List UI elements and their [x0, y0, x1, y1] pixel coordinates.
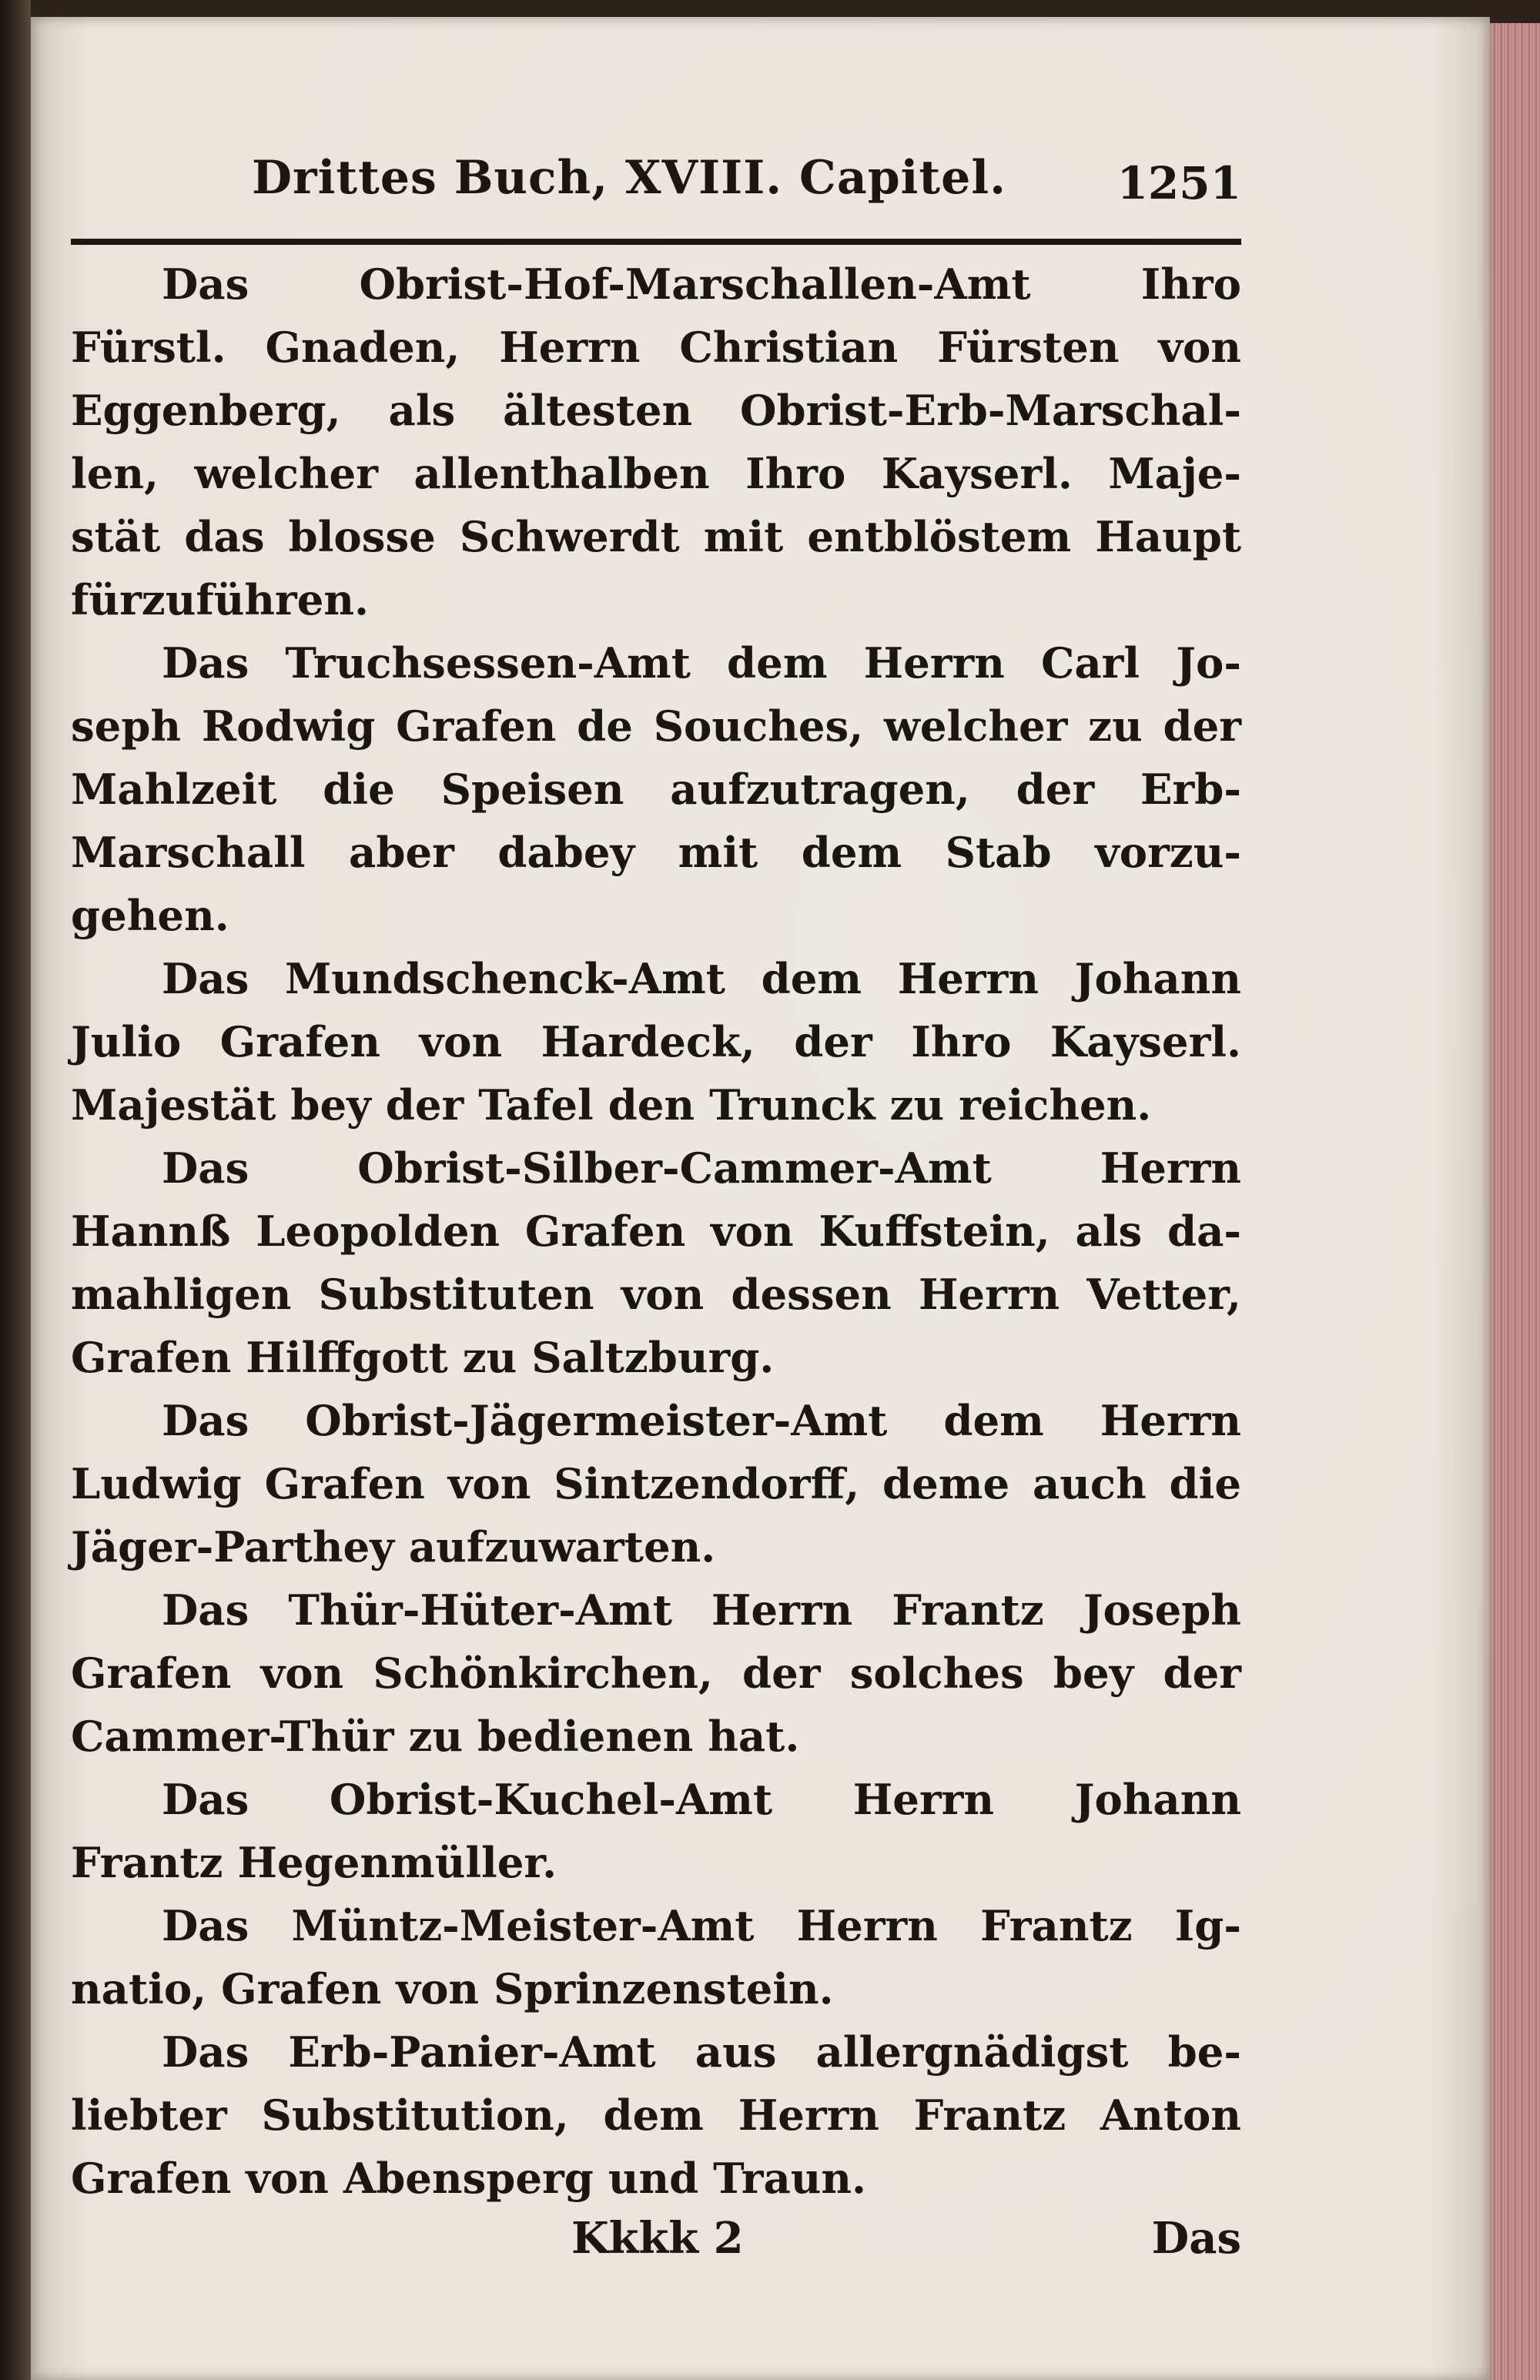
text-line: Das Müntz-Meister-Amt Herrn Frantz Ig- — [162, 1901, 1241, 1950]
text-line: Jäger-Parthey aufzuwarten. — [71, 1522, 716, 1572]
text-line: mahligen Substituten von dessen Herrn Vetter, — [71, 1270, 1241, 1319]
text-line: Frantz Hegenmüller. — [71, 1838, 557, 1887]
text-block — [71, 148, 1241, 2282]
paragraph — [71, 2020, 1241, 2210]
catchword: Das — [1151, 2213, 1241, 2264]
text-line: Grafen Hilffgott zu Saltzburg. — [71, 1333, 775, 1382]
text-line: seph Rodwig Grafen de Souches, welcher zu der — [71, 701, 1241, 751]
text-line: Das Mundschenck-Amt dem Herrn Johann — [162, 954, 1241, 1003]
left-book-board — [0, 0, 31, 2380]
text-line: Mahlzeit die Speisen aufzutragen, der Erb- — [71, 765, 1241, 814]
running-title: Drittes Buch, XVIII. Capitel. — [252, 151, 1007, 205]
text-line: Das Obrist-Jägermeister-Amt dem Herrn — [162, 1396, 1241, 1445]
text-line: Das Obrist-Silber-Cammer-Amt Herrn — [162, 1143, 1241, 1193]
text-line: Das Obrist-Hof-Marschallen-Amt Ihro — [162, 259, 1241, 309]
paragraph — [71, 1136, 1241, 1389]
signature-mark: Kkkk 2 — [571, 2213, 744, 2264]
paragraph — [71, 1578, 1241, 1768]
page-body — [71, 245, 1241, 2210]
paragraph — [71, 947, 1241, 1136]
text-line: Marschall aber dabey mit dem Stab vorzu- — [71, 828, 1241, 877]
page-number: 1251 — [1116, 157, 1241, 209]
text-line: Cammer-Thür zu bedienen hat. — [71, 1712, 800, 1761]
text-line: Hannß Leopolden Grafen von Kuffstein, als da- — [71, 1207, 1241, 1256]
text-line: Julio Grafen von Hardeck, der Ihro Kayserl. — [71, 1017, 1241, 1066]
text-line: Das Truchsessen-Amt dem Herrn Carl Jo- — [162, 638, 1241, 688]
paragraph — [71, 631, 1241, 947]
paragraph — [71, 1768, 1241, 1894]
text-line: Grafen von Abensperg und Traun. — [71, 2154, 867, 2203]
text-line: Das Erb-Panier-Amt aus allergnädigst be- — [162, 2027, 1241, 2077]
text-line: fürzuführen. — [71, 575, 370, 624]
paragraph — [71, 1389, 1241, 1578]
text-line: Das Thür-Hüter-Amt Herrn Frantz Joseph — [162, 1585, 1241, 1635]
text-line: liebter Substitution, dem Herrn Frantz Anton — [71, 2090, 1241, 2140]
text-line: Eggenberg, als ältesten Obrist-Erb-Marschal- — [71, 386, 1241, 435]
page-footer — [71, 2213, 1241, 2282]
text-line: stät das blosse Schwerdt mit entblöstem Haupt — [71, 512, 1241, 561]
text-line: Majestät bey der Tafel den Trunck zu reichen. — [71, 1080, 1152, 1130]
running-header — [71, 148, 1241, 245]
text-line: len, welcher allenthalben Ihro Kayserl. Maje- — [71, 449, 1241, 498]
text-line: gehen. — [71, 891, 229, 940]
text-line: Das Obrist-Kuchel-Amt Herrn Johann — [162, 1775, 1241, 1824]
paragraph — [71, 253, 1241, 631]
text-line: Ludwig Grafen von Sintzendorff, deme auch die — [71, 1459, 1241, 1508]
text-line: Grafen von Schönkirchen, der solches bey der — [71, 1649, 1241, 1698]
text-line: Fürstl. Gnaden, Herrn Christian Fürsten von — [71, 323, 1241, 372]
page-edge-stack — [1490, 23, 1540, 2380]
paragraph — [71, 1894, 1241, 2020]
text-line: natio, Grafen von Sprinzenstein. — [71, 1964, 834, 2013]
